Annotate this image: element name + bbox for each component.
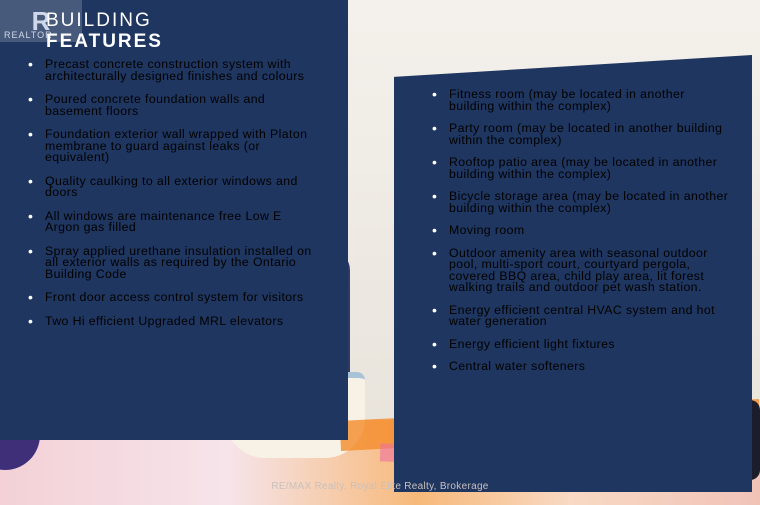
bullet-icon: • [432, 335, 438, 352]
bullet-icon: • [28, 207, 34, 224]
feature-item [432, 335, 732, 352]
feature-item [28, 289, 318, 305]
feature-item [28, 312, 318, 329]
feature-text: Precast concrete construction system with architecturally designed finishes and colours [45, 57, 305, 83]
bullet-icon: • [432, 244, 438, 261]
feature-text: Outdoor amenity area with seasonal outdoor pool, multi-sport court, courtyard pergola, covered BBQ area, child play area, lit forest walking trails and outdoor pet wash station. [449, 245, 708, 294]
feature-text: Fitness room (may be located in another building within the complex) [449, 87, 685, 113]
bullet-icon: • [432, 154, 438, 170]
bullet-icon: • [28, 56, 34, 72]
feature-text: Energy efficient light fixtures [449, 336, 615, 351]
bullet-icon: • [28, 126, 34, 142]
feature-text: Poured concrete foundation walls and basement floors [45, 92, 266, 118]
feature-text: Energy efficient central HVAC system and hot water generation [449, 302, 715, 328]
feature-item [432, 358, 732, 374]
page-title [46, 10, 163, 52]
bullet-icon: • [432, 120, 438, 136]
bullet-icon: • [28, 289, 34, 305]
bullet-icon: • [28, 242, 34, 259]
feature-text: Party room (may be located in another building within the complex) [449, 121, 723, 147]
feature-item [28, 56, 318, 83]
bullet-icon: • [432, 222, 438, 238]
feature-item [28, 172, 318, 199]
feature-text: Rooftop patio area (may be located in another building within the complex) [449, 155, 718, 181]
feature-item [28, 91, 318, 118]
bullet-icon: • [432, 358, 438, 374]
bullet-icon: • [28, 312, 34, 329]
feature-text: All windows are maintenance free Low E Argon gas filled [45, 208, 282, 234]
feature-item [432, 222, 732, 238]
feature-text: Two Hi efficient Upgraded MRL elevators [45, 313, 284, 328]
feature-item [432, 188, 732, 215]
feature-item [432, 244, 732, 294]
feature-text: Front door access control system for visitors [45, 290, 304, 304]
feature-text: Spray applied urethane insulation installed on all exterior walls as required by the Ontario Building Code [45, 243, 312, 281]
feature-item [28, 242, 318, 281]
feature-item [432, 120, 732, 147]
brokerage-footer: RE/MAX Realty, Royal Elite Realty, Brokerage [271, 481, 489, 492]
bullet-icon: • [432, 86, 438, 102]
feature-text: Quality caulking to all exterior windows and doors [45, 173, 298, 199]
logo-text: REALTOR [4, 30, 53, 40]
feature-item [432, 301, 732, 328]
feature-text: Foundation exterior wall wrapped with Platon membrane to guard against leaks (or equivalent) [45, 127, 308, 164]
logo-mark: R [31, 6, 51, 36]
feature-item [432, 86, 732, 113]
title-line-2: FEATURES [46, 31, 163, 52]
feature-item [28, 207, 318, 234]
feature-list-left [28, 56, 318, 339]
bullet-icon: • [28, 172, 34, 189]
feature-text: Moving room [449, 223, 525, 237]
feature-text: Bicycle storage area (may be located in another building within the complex) [449, 189, 729, 215]
feature-text: Central water softeners [449, 359, 586, 373]
feature-item [28, 126, 318, 164]
title-line-1: BUILDING [46, 10, 152, 31]
feature-list-right [432, 86, 732, 384]
bullet-icon: • [432, 188, 438, 204]
bullet-icon: • [28, 91, 34, 107]
feature-item [432, 154, 732, 181]
bullet-icon: • [432, 301, 438, 318]
